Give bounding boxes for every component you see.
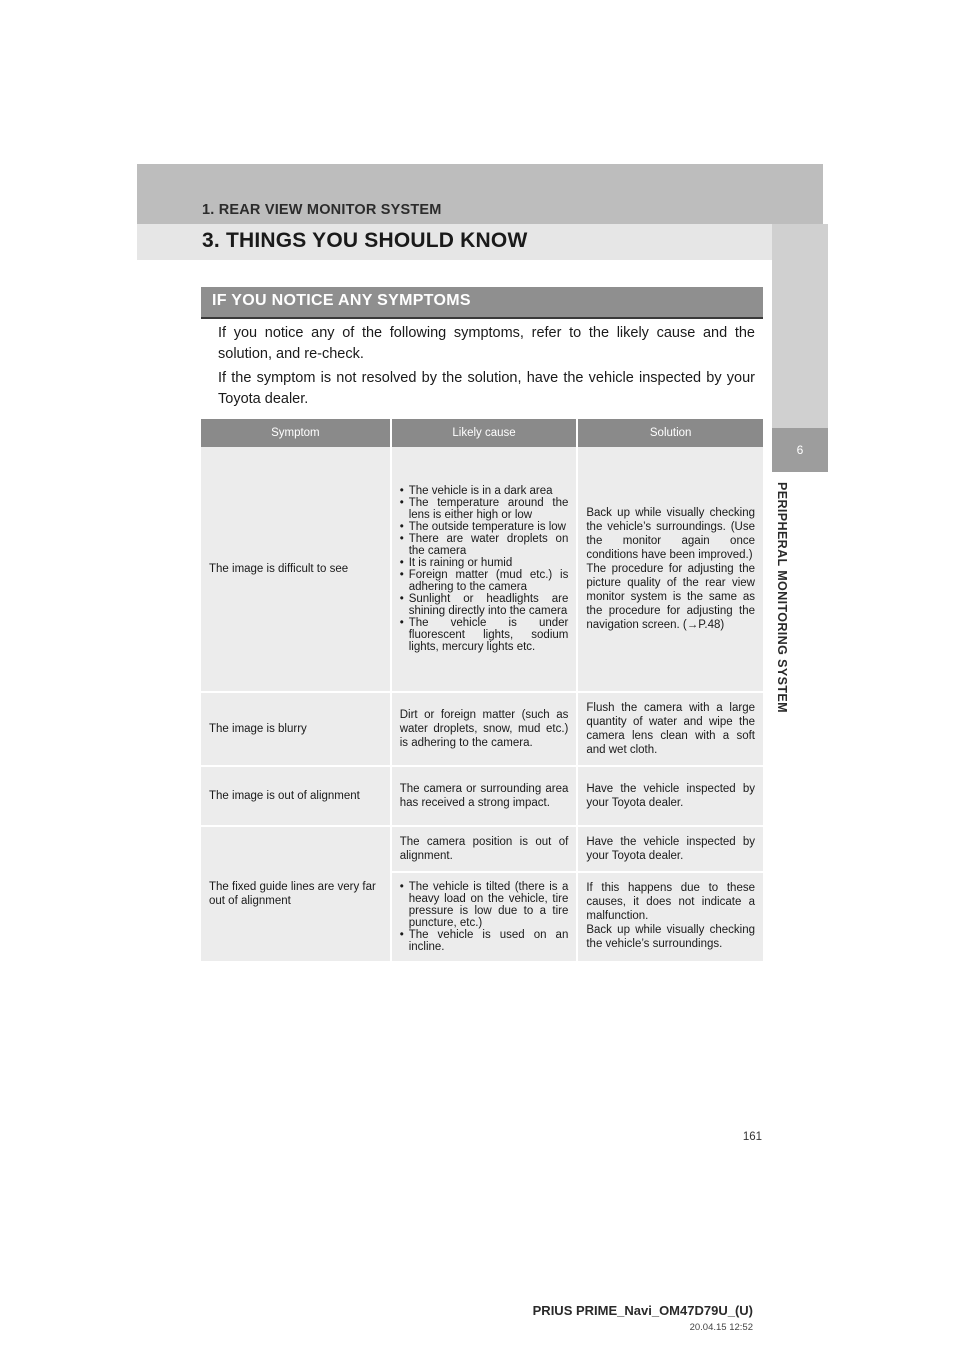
chapter-tab-label: PERIPHERAL MONITORING SYSTEM: [775, 482, 789, 713]
document-id: PRIUS PRIME_Navi_OM47D79U_(U): [532, 1303, 753, 1318]
solution-cell: [578, 447, 763, 693]
column-header-symptom: Symptom: [201, 419, 392, 447]
symptom-cell: The image is difficult to see: [201, 447, 392, 693]
column-header-likely-cause: Likely cause: [392, 419, 579, 447]
solution-text: Back up while visually checking the vehicle’s surroundings.: [586, 924, 755, 950]
symptoms-table: [201, 419, 763, 963]
symptom-cell: The image is out of alignment: [201, 767, 392, 827]
table-row: [201, 447, 763, 693]
cause-cell: The camera or surrounding area has received a strong impact.: [392, 767, 579, 827]
chapter-tab-number: 6: [772, 428, 828, 472]
solution-cell: Flush the camera with a large quantity of water and wipe the camera lens clean with a soft and wet cloth.: [578, 693, 763, 767]
chapter-tab-background: [772, 224, 828, 428]
cause-cell: The camera position is out of alignment.: [392, 827, 579, 873]
cause-item: • It is raining or humid: [400, 557, 569, 569]
solution-text: The procedure for adjusting the picture quality of the rear view monitor system is the same as the procedure for adjusting the navigation screen. (→P.48): [586, 563, 755, 631]
solution-text: Back up while visually checking the vehicle’s surroundings. (Use the monitor again once conditions have been improved.): [586, 507, 755, 561]
subsection-title: IF YOU NOTICE ANY SYMPTOMS: [212, 292, 471, 309]
table-row: [201, 693, 763, 767]
solution-text: If this happens due to these causes, it does not indicate a malfunction.: [586, 882, 755, 922]
solution-cell: [578, 873, 763, 963]
intro-paragraph: If the symptom is not resolved by the solution, have the vehicle inspected by your Toyota dealer.: [218, 370, 755, 407]
cause-item: • The vehicle is used on an incline.: [400, 929, 569, 953]
cause-list: [400, 485, 569, 653]
page-title: 3. THINGS YOU SHOULD KNOW: [202, 229, 528, 252]
cause-item: • The outside temperature is low: [400, 521, 569, 533]
cause-item: • The vehicle is under fluorescent lights, sodium lights, mercury lights etc.: [400, 617, 569, 653]
page-number: 161: [742, 1131, 762, 1143]
solution-cell: Have the vehicle inspected by your Toyota dealer.: [578, 767, 763, 827]
cause-item: • The vehicle is tilted (there is a heavy load on the vehicle, tire pressure is low due to a tire puncture, etc.): [400, 881, 569, 929]
intro-text: [218, 323, 755, 413]
section-label: 1. REAR VIEW MONITOR SYSTEM: [202, 202, 442, 218]
symptom-cell: The fixed guide lines are very far out of alignment: [201, 827, 392, 963]
cause-cell: [392, 873, 579, 963]
cause-item: • Sunlight or headlights are shining directly into the camera: [400, 593, 569, 617]
symptom-cell: The image is blurry: [201, 693, 392, 767]
cause-cell: [392, 447, 579, 693]
intro-paragraph: If you notice any of the following symptoms, refer to the likely cause and the solution, and re-check.: [218, 325, 755, 362]
cause-item: • There are water droplets on the camera: [400, 533, 569, 557]
solution-cell: Have the vehicle inspected by your Toyota dealer.: [578, 827, 763, 873]
print-date: 20.04.15 12:52: [689, 1322, 753, 1333]
table-row: [201, 767, 763, 827]
cause-item: • The temperature around the lens is either high or low: [400, 497, 569, 521]
cause-cell: Dirt or foreign matter (such as water droplets, snow, mud etc.) is adhering to the camera.: [392, 693, 579, 767]
table-header-row: [201, 419, 763, 447]
table-row: [201, 827, 763, 873]
column-header-solution: Solution: [578, 419, 763, 447]
cause-item: • The vehicle is in a dark area: [400, 485, 569, 497]
cause-list: [400, 881, 569, 953]
cause-item: • Foreign matter (mud etc.) is adhering to the camera: [400, 569, 569, 593]
